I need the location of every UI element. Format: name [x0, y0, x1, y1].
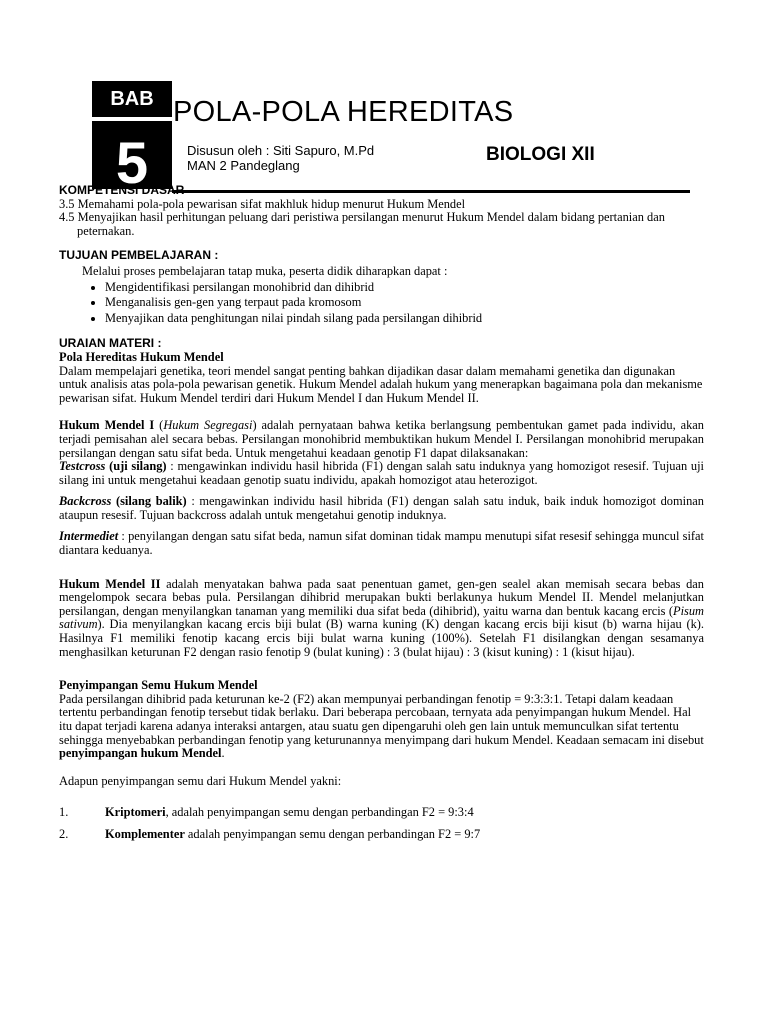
mendel2-paragraph	[59, 578, 704, 660]
author-block	[187, 143, 374, 173]
uraian-intro: Dalam mempelajari genetika, teori mendel sangat penting bahkan dijadikan dasar dalam memahami genetika dan digunakan untuk analisis atas pola-pola pewarisan genetik. Hukum Mendel adalah hukum yang menerapkan bagaimana pola dan mekanisme pewarisan sifat. Hukum Mendel terdiri dari Hukum Mendel I dan Hukum Mendel II.	[59, 363, 703, 405]
list-desc: adalah penyimpangan semu dengan perbandingan F2 = 9:7	[184, 826, 481, 841]
penyimpangan-heading: Penyimpangan Semu Hukum Mendel	[59, 678, 258, 693]
list-intro: Adapun penyimpangan semu dari Hukum Mendel yakni:	[59, 773, 342, 788]
mendel1-text: ) adalah pernyataan bahwa ketika berlangsung pembentukan gamet pada individu, akan terjadi pemisahan alel secara bebas. Persilangan monohibrid membuktikan hukum Mendel I. Persilangan monohibrid merupakan persilangan dengan satu sifat beda. Untuk mengetahui keadaan genotip F1 dapat dilaksanakan:	[59, 418, 704, 460]
school-name: MAN 2 Pandeglang	[187, 158, 300, 173]
testcross-text: : mengawinkan individu hasil hibrida (F1) dengan salah satu induknya yang homozigot resesif. Tujuan uji silang ini untuk mengetahui keadaan genotip suatu individu, apakah homozigot atau heterozigot.	[59, 459, 704, 487]
list-item	[59, 828, 704, 842]
subject-label: BIOLOGI XII	[486, 144, 595, 165]
uraian-heading: URAIAN MATERI :	[59, 336, 162, 351]
mendel2-text: adalah menyatakan bahwa pada saat penentuan gamet, gen-gen sealel akan memisah secara bebas dan mengelompok secara bebas pula. Persilangan dihibrid merupakan bukti berlakunya hukum Mendel II. Mendel melanjutkan persilangan, dengan menyilangkan tanaman yang memiliki dua sifat beda (dihibrid), yaitu warna dan bentuk kacang ercis (	[59, 576, 705, 618]
page-title: POLA-POLA HEREDITAS	[173, 96, 514, 128]
intermediet-term: Intermediet	[59, 529, 119, 544]
list-number: 1.	[59, 805, 69, 820]
penyimpangan-bold: penyimpangan hukum Mendel	[59, 746, 222, 761]
tujuan-list	[59, 281, 704, 326]
backcross-term: Backcross	[59, 494, 112, 509]
backcross-paragraph	[59, 495, 704, 522]
tujuan-intro: Melalui proses pembelajaran tatap muka, peserta didik diharapkan dapat :	[82, 263, 448, 278]
kompetensi-item: peternakan.	[77, 223, 135, 238]
list-text	[105, 828, 480, 842]
mendel2-term: Hukum Mendel II	[59, 576, 161, 591]
list-item: • Menyajikan data penghitungan nilai pindah silang pada persilangan dihibrid	[105, 312, 704, 326]
intermediet-text: : penyilangan dengan satu sifat beda, namun sifat dominan tidak mampu menutupi sifat resesif sehingga muncul sifat diantara keduanya.	[59, 529, 704, 558]
kompetensi-heading: KOMPETENSI DASAR	[59, 183, 185, 197]
list-term: Komplementer	[105, 826, 185, 841]
mendel2-text-cont: ). Dia menyilangkan kacang ercis biji bulat (B) warna kuning (K) dengan kacang ercis biji kisut (b) warna hijau (k). Hasilnya F1 memiliki fenotip kacang ercis biji bulat warna kuning (100%). Setelah F1 disilangkan dengan sesamanya menghasilkan keturunan F2 dengan rasio fenotip 9 (bulat kuning) : 3 (bulat hijau) : 3 (kisut kuning) : 1 (kisut hijau).	[59, 617, 704, 659]
list-item: • Mengidentifikasi persilangan monohibrid dan dihibrid	[105, 281, 704, 295]
period: .	[221, 746, 225, 761]
intermediet-paragraph	[59, 530, 704, 557]
author-line: Disusun oleh : Siti Sapuro, M.Pd	[187, 143, 375, 158]
testcross-sub: (uji silang)	[105, 459, 167, 474]
testcross-paragraph	[59, 460, 704, 487]
penyimpangan-text: Pada persilangan dihibrid pada keturunan ke-2 (F2) akan mempunyai perbandingan fenotip = 9:3:3:1. Tetapi dalam keadaan tertentu perbandingan fenotip tersebut tidak berlaku. Dari beberapa percobaan, ternyata ada penyimpangan hukum Mendel. Hal itu dapat terjadi karena adanya interaksi antargen, atau suatu gen dipengaruhi oleh gen lain untuk memunculkan sifat tertentu sehingga menyebabkan perbandingan fenotip yang keturunannya menyimpang dari hukum Mendel. Keadaan semacam ini disebut	[59, 691, 704, 747]
document-body	[59, 184, 704, 842]
paren: (	[154, 418, 164, 433]
list-item: • Menganalisis gen-gen yang terpaut pada kromosom	[105, 296, 704, 310]
testcross-term: Testcross	[59, 459, 106, 474]
mendel1-alias: Hukum Segregasi	[163, 418, 253, 433]
mendel1-term: Hukum Mendel I	[59, 418, 155, 433]
mendel1-paragraph	[59, 419, 704, 460]
mendel2-species: Pisum sativum	[59, 603, 704, 632]
list-number: 2.	[59, 826, 69, 841]
list-text	[105, 806, 474, 820]
penyimpangan-paragraph	[59, 693, 704, 761]
list-item	[59, 806, 704, 820]
backcross-sub: (silang balik)	[111, 494, 187, 509]
list-desc: , adalah penyimpangan semu dengan perbandingan F2 = 9:3:4	[165, 805, 474, 820]
tujuan-heading: TUJUAN PEMBELAJARAN :	[59, 248, 219, 263]
chapter-number: 5	[92, 121, 172, 189]
backcross-text: : mengawinkan individu hasil hibrida (F1) dengan salah satu induk, baik induk homozigot dominan ataupun resesif. Tujuan backcross adalah untuk mengetahui genotip induknya.	[59, 494, 704, 522]
list-term: Kriptomeri	[105, 805, 166, 820]
kompetensi-item: 3.5 Memahami pola-pola pewarisan sifat makhluk hidup menurut Hukum Mendel	[59, 196, 466, 211]
chapter-label: BAB	[92, 81, 172, 117]
uraian-subheading: Pola Hereditas Hukum Mendel	[59, 349, 224, 364]
kompetensi-item: 4.5 Menyajikan hasil perhitungan peluang dari peristiwa persilangan menurut Hukum Mendel dalam bidang pertanian dan	[59, 210, 665, 225]
